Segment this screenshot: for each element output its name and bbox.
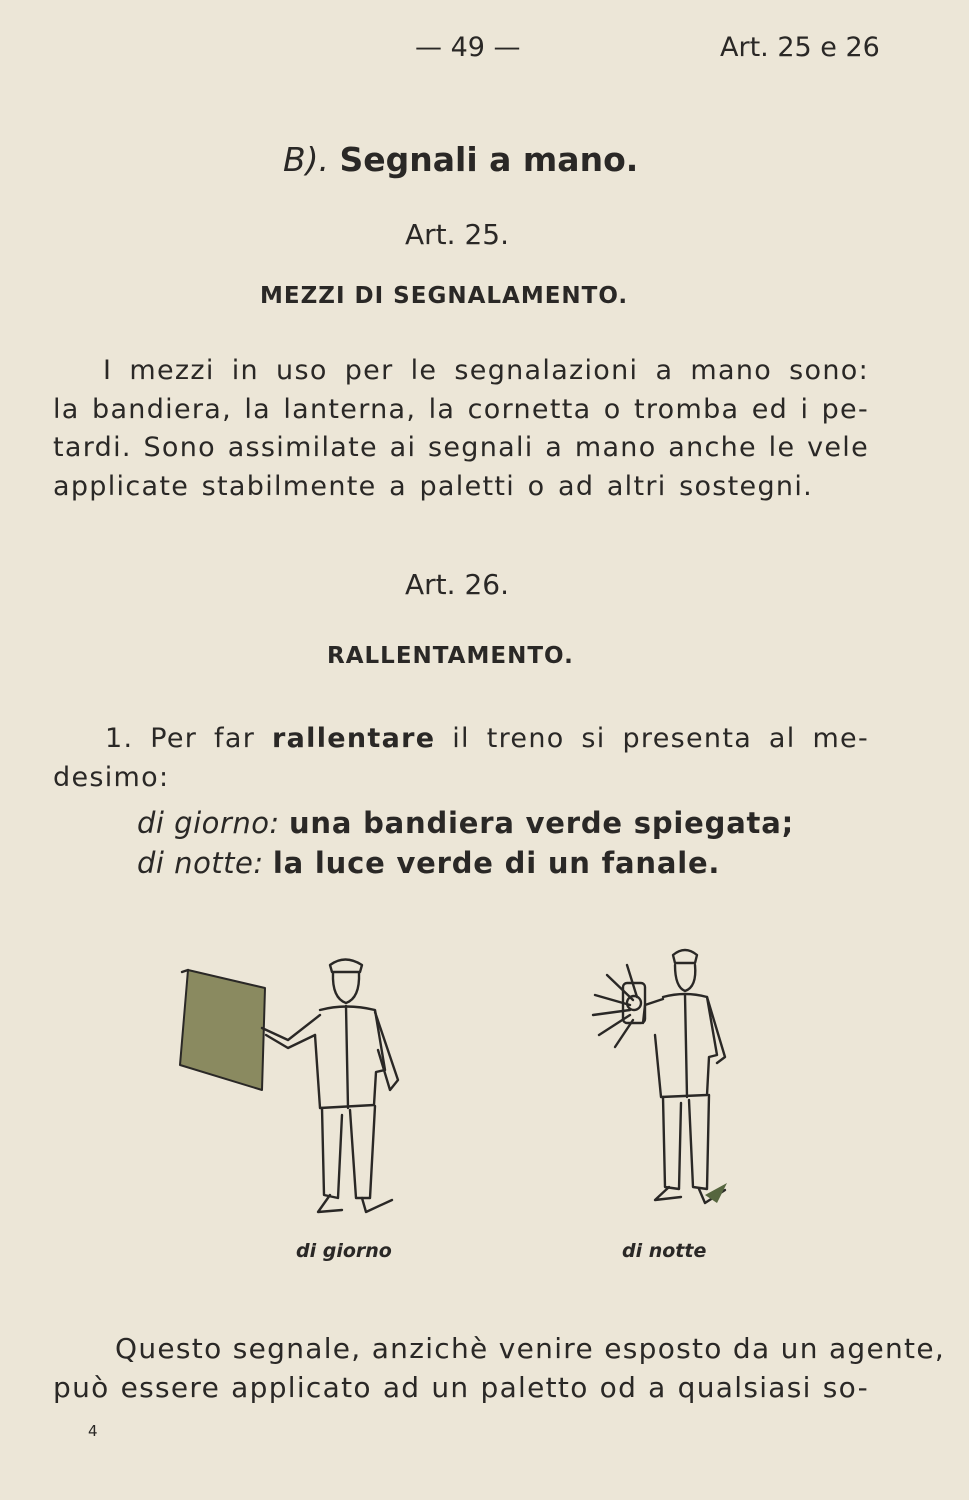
paragraph-line: I mezzi in uso per le segnalazioni a mano sono: <box>103 355 869 386</box>
night-caption: di notte <box>622 1240 707 1262</box>
paragraph-line: Questo segnale, anzichè venire esposto da un agente, <box>115 1332 946 1365</box>
paragraph-line: tardi. Sono assimilate ai segnali a mano anche le vele <box>53 432 869 463</box>
lantern-signalman-illustration <box>585 935 755 1225</box>
green-flag <box>180 970 265 1090</box>
day-signal-text: una bandiera verde spiegata; <box>288 806 794 840</box>
article-reference: Art. 25 e 26 <box>720 32 880 63</box>
article-25-number: Art. 25. <box>405 218 509 251</box>
paragraph-line: applicate stabilmente a paletti o ad altri sostegni. <box>53 470 813 502</box>
day-caption: di giorno <box>296 1240 392 1262</box>
item-line <box>53 720 869 759</box>
item-prefix: 1. Per far <box>105 723 256 754</box>
closing-paragraph <box>53 1330 946 1407</box>
night-signal <box>137 846 720 880</box>
section-letter: B). <box>283 140 330 179</box>
item-line: desimo: <box>53 761 170 793</box>
page-number: — 49 — <box>415 32 521 63</box>
item-rest: il treno si presenta al me- <box>452 723 870 754</box>
signature-mark: 4 <box>88 1422 98 1440</box>
item-emphasis: rallentare <box>272 723 436 754</box>
section-title-text: Segnali a mano. <box>339 140 639 179</box>
article-26-item <box>53 720 869 797</box>
article-25-heading: MEZZI DI SEGNALAMENTO. <box>260 283 629 309</box>
section-title <box>283 140 638 179</box>
paragraph-line: la bandiera, la lanterna, la cornetta o tromba ed i pe- <box>53 393 869 425</box>
flag-signalman-illustration <box>170 940 420 1230</box>
article-26-number: Art. 26. <box>405 568 509 601</box>
paragraph-line: può essere applicato ad un paletto od a qualsiasi so- <box>53 1370 869 1404</box>
day-signal-label: di giorno: <box>137 806 280 840</box>
article-26-heading: RALLENTAMENTO. <box>327 643 574 669</box>
lantern-light-rays <box>593 965 637 1047</box>
day-signal <box>137 806 794 840</box>
article-25-paragraph <box>53 352 869 506</box>
night-signal-text: la luce verde di un fanale. <box>272 846 721 880</box>
night-signal-label: di notte: <box>137 846 264 880</box>
